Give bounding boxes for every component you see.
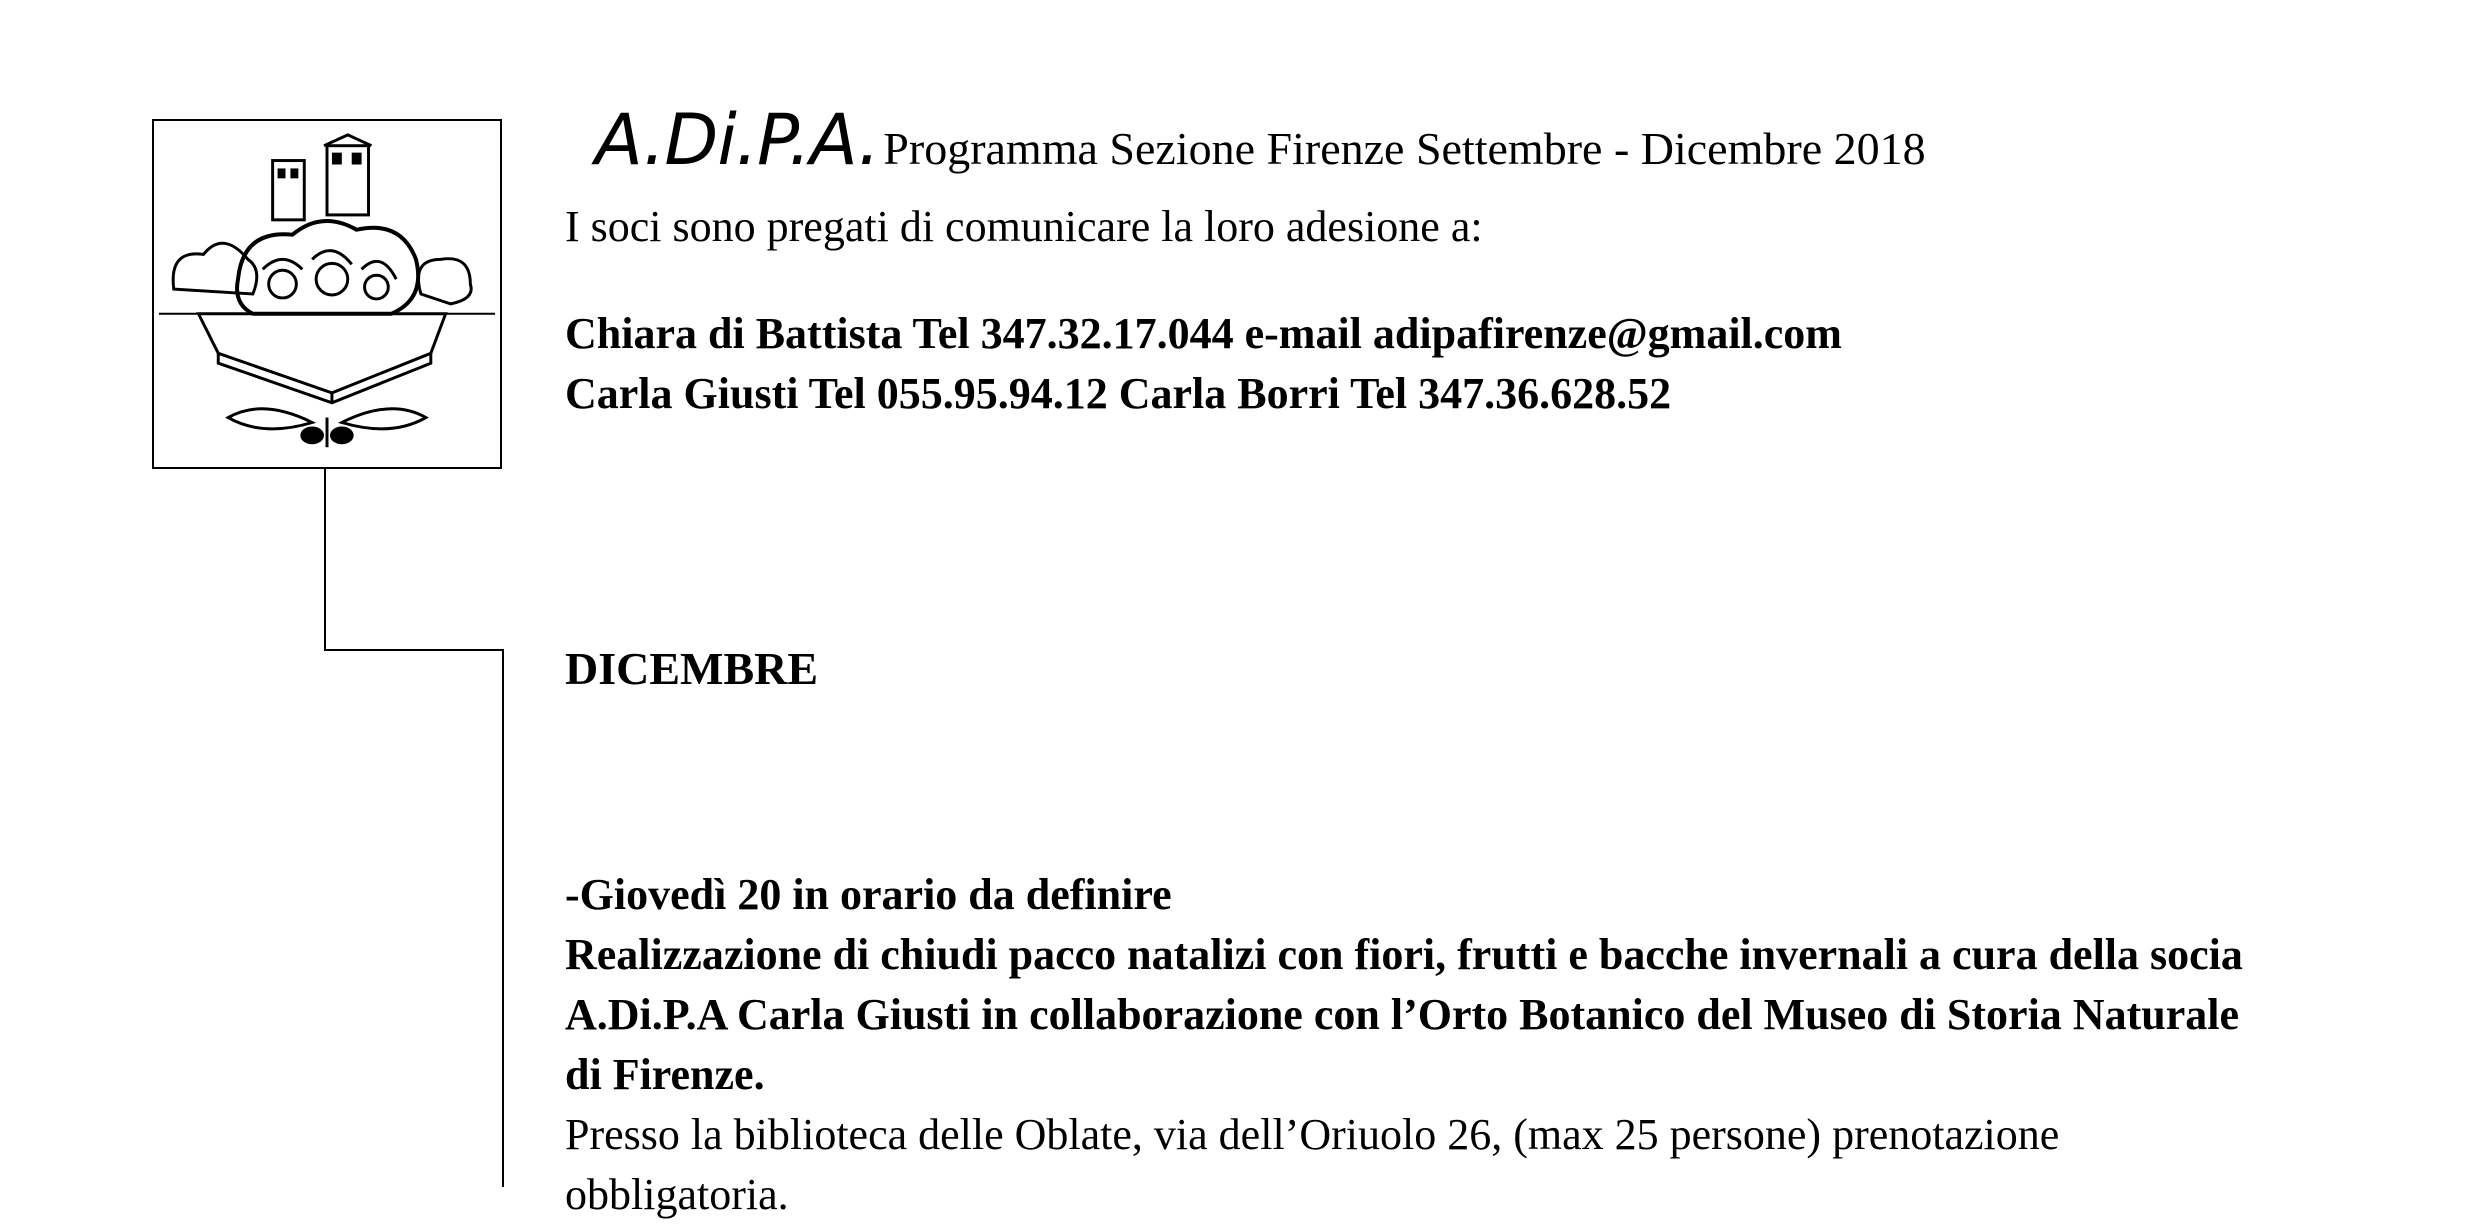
connector-line bbox=[502, 649, 504, 1187]
event-description: Presso la biblioteca delle Oblate, via dell’Oriuolo 26, (max 25 persone) prenotazione obbligatoria. bbox=[565, 1110, 2060, 1219]
connector-line bbox=[324, 649, 504, 651]
intro-text: I soci sono pregati di comunicare la loro adesione a: bbox=[565, 202, 1483, 251]
logo bbox=[152, 119, 502, 469]
event-item bbox=[565, 865, 2285, 1225]
connector-line bbox=[324, 469, 326, 650]
logo-illustration bbox=[154, 121, 500, 467]
event-title: Realizzazione di chiudi pacco natalizi con fiori, frutti e bacche invernali a cura della socia A.Di.P.A Carla Giusti in collaborazione con l’Orto Botanico del Museo di Storia Naturale di Firenze. bbox=[565, 930, 2243, 1099]
contact-line: Chiara di Battista Tel 347.32.17.044 e-mail adipafirenze@gmail.com bbox=[565, 308, 1842, 358]
event-date: -Giovedì 20 in orario da definire bbox=[565, 870, 1172, 919]
contact-line: Carla Giusti Tel 055.95.94.12 Carla Borri Tel 347.36.628.52 bbox=[565, 368, 1672, 418]
document-body bbox=[565, 99, 2285, 1219]
brand-name: A.Di.P.A. bbox=[595, 99, 880, 181]
page-title bbox=[565, 99, 2285, 181]
program-title: Programma Sezione Firenze Settembre - Dicembre 2018 bbox=[883, 123, 1926, 174]
month-heading: DICEMBRE bbox=[565, 643, 819, 694]
contact-list bbox=[565, 304, 2285, 424]
